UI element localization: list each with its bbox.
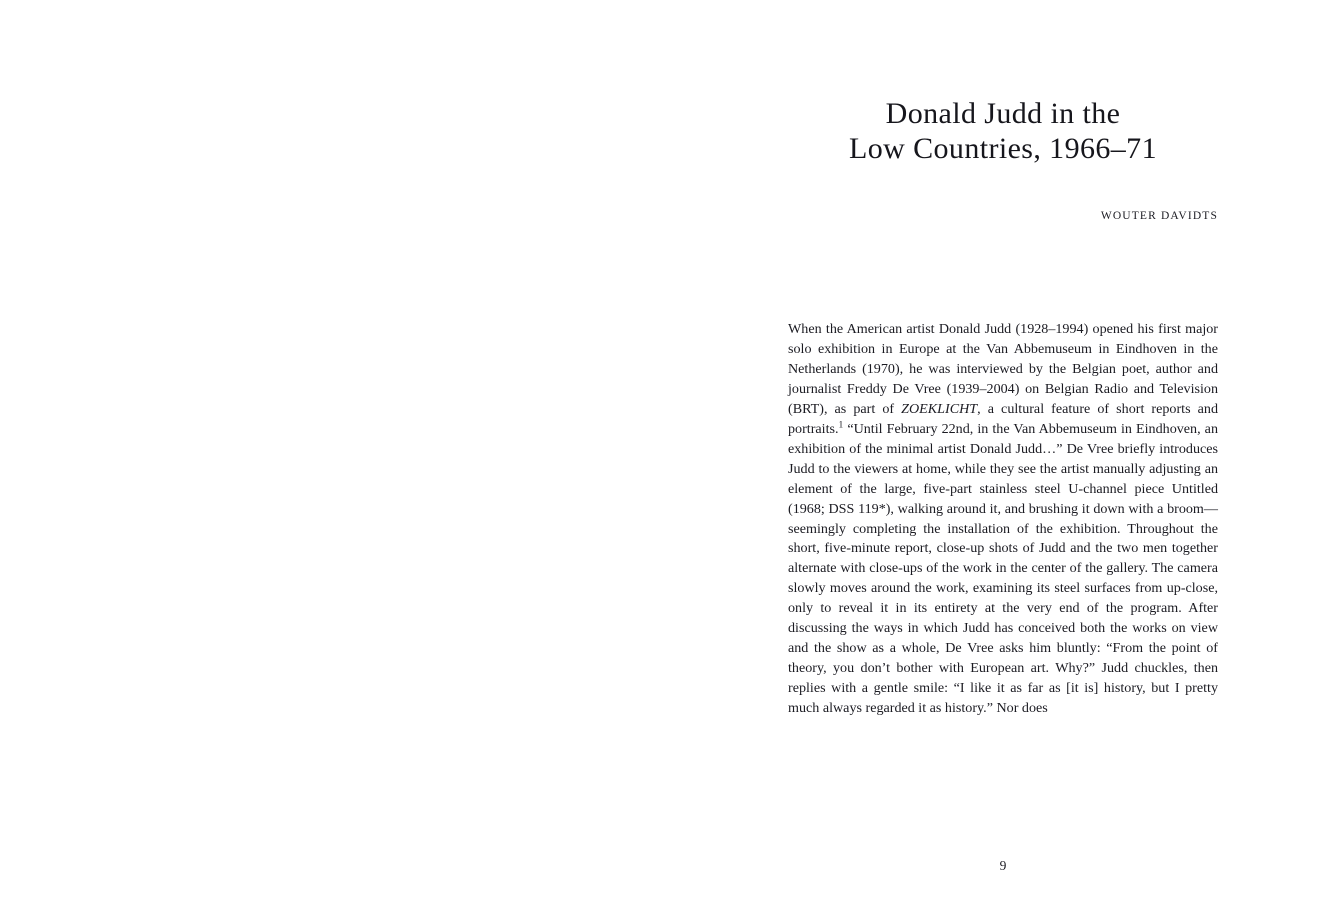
article-title-line-1: Donald Judd in the [885,97,1121,130]
page-number: 9 [999,858,1007,873]
footnote-marker: 1 [838,420,844,431]
body-paragraph: When the American artist Donald Judd (1928–1994) opened his first major solo exhibition in Europe at the Van Abbemuseum in Eindhoven in the Netherlands (1970), he was interviewed by the Belgian poet, author and journalist Freddy De Vree (1939–2004) on Belgian Radio and Television (BRT), as part of ZOEKLICHT, a cultural feature of short reports and portraits.$^1$ “Until February 22nd, in the Van Abbemuseum in Eindhoven, an exhibition of the minimal artist Donald Judd…” De Vree briefly introduces Judd to the viewers at home, while they see the artist manually adjusting an element of the large, five-part stainless steel U-channel piece Untitled (1968; DSS 119*), walking around it, and brushing it down with a broom—seemingly completing the installation of the exhibition. Throughout the short, five-minute report, close-up shots of Judd and the two men together alternate with close-ups of the work in the center of the gallery. The camera slowly moves around the work, examining its steel surfaces from up-close, only to reveal it in its entirety at the very end of the program. After discussing the ways in which Judd has conceived both the works on view and the show as a whole, De Vree asks him bluntly: “From the point of theory, you don’t bother with European art. Why?” Judd chuckles, then replies with a gentle smile: “I like it as far as [it is] history, but I pretty much always regarded it as history.” Nor does [788,321,1218,717]
article-title-line-2: Low Countries, 1966–71 [849,132,1157,165]
article-author: WOUTER DAVIDTS [1100,210,1218,222]
article-title [788,96,1218,166]
italic-program-title: ZOEKLICHT [901,400,978,417]
article-body [788,320,1218,719]
